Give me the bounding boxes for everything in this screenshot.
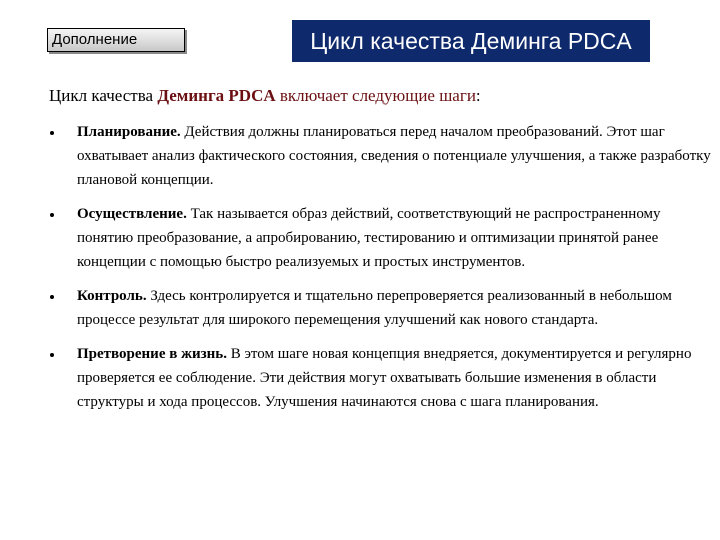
step-title: Планирование. (77, 124, 181, 140)
intro-part-1: Цикл качества (49, 86, 158, 105)
list-item (48, 120, 713, 192)
bullet-icon (50, 295, 54, 299)
step-title: Осуществление. (77, 206, 187, 222)
step-text: Так называется образ действий, соответствующий не распространенному понятию преобразование, а апробированию, тестированию и оптимизации принятой ранее концепции с помощью быстро реализуемых и простых инструментов. (77, 206, 661, 270)
intro-part-4: : (475, 86, 481, 105)
step-title: Контроль. (77, 288, 147, 304)
bullet-icon (50, 213, 54, 217)
intro-part-2: Деминга PDCA (157, 86, 276, 105)
step-text: Здесь контролируется и тщательно перепроверяется реализованный в небольшом процессе результат для широкого перемещения улучшений как нового стандарта. (77, 288, 672, 328)
intro-text (49, 86, 481, 106)
list-item (48, 342, 713, 414)
step-text: В этом шаге новая концепция внедряется, документируется и регулярно проверяется ее соблюдение. Эти действия могут охватывать большие изменения в области структуры и хода процессов. Улучшения начинаются снова с шага планирования. (77, 346, 692, 410)
list-item (48, 284, 713, 332)
bullet-icon (50, 353, 54, 357)
supplement-tag-button[interactable]: Дополнение (47, 28, 185, 52)
intro-part-3: включает следующие шаги (275, 86, 476, 105)
list-item (48, 202, 713, 274)
bullet-icon (50, 131, 54, 135)
steps-list (48, 120, 713, 424)
step-title: Претворение в жизнь. (77, 346, 227, 362)
step-text: Действия должны планироваться перед началом преобразований. Этот шаг охватывает анализ фактического состояния, сведения о потенциале улучшения, а также разработку плановой концепции. (77, 124, 711, 188)
slide-title: Цикл качества Деминга PDCA (292, 20, 650, 62)
